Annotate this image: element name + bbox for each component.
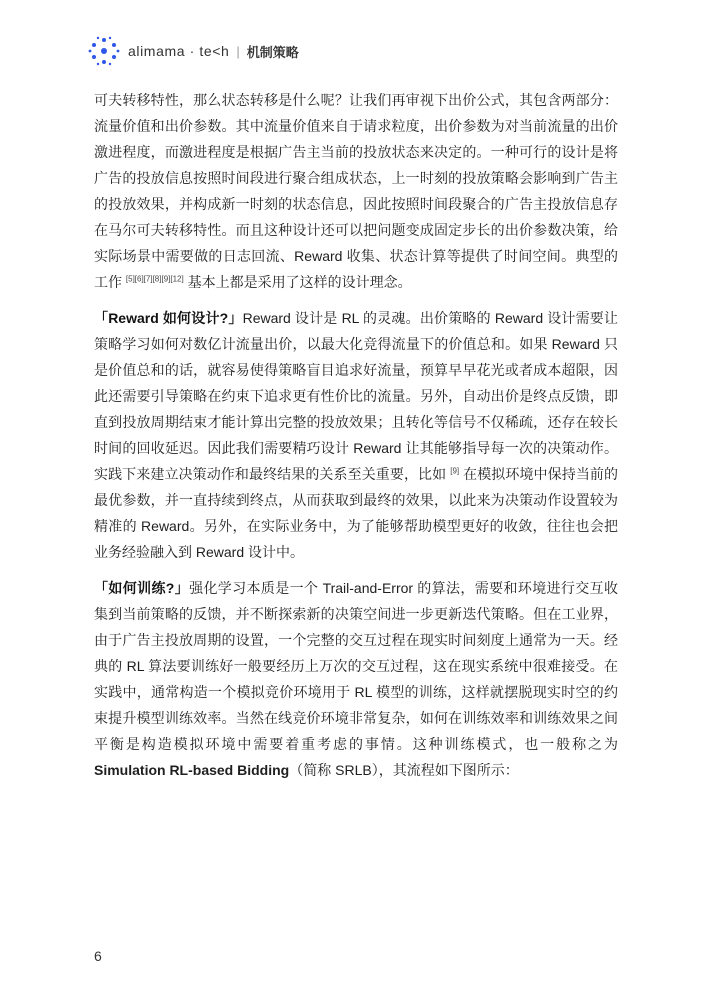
paragraph-training xyxy=(94,575,618,783)
paragraph-markov-state xyxy=(94,87,618,295)
paragraph-text: 强化学习本质是一个 Trail-and-Error 的算法，需要和环境进行交互收集到当前策略的反馈，并不断探索新的决策空间进一步更新迭代策略。但在工业界，由于广告主投放周期的设置，一个完整的交互过程在现实时间刻度上通常为一天。经典的 RL 算法要训练好一般要经历上万次的交互过程，这在现实系统中很难接受。在实践中，通常构造一个模拟竞价环境用于 RL 模型的训练，这样就摆脱现实时空的约束提升模型训练效率。当然在线竞价环境非常复杂，如何在训练效率和训练效果之间平衡是构造模拟环境中需要着重考虑的事情。这种训练模式，也一般称之为 xyxy=(94,580,618,752)
paragraph-text: （简称 SRLB），其流程如下图所示： xyxy=(289,762,519,778)
paragraph-text: 基本上都是采用了这样的设计理念。 xyxy=(183,274,412,290)
paragraph-heading: 「Reward 如何设计?」 xyxy=(94,310,243,326)
paragraph-text: Reward 设计是 RL 的灵魂。出价策略的 Reward 设计需要让策略学习如何对数亿计流量出价，以最大化竞得流量下的价值总和。如果 Reward 只是价值总和的话，就容易使得策略盲目追求好流量，预算早早花光或者成本超限，因此还需要引导策略在约束下追求更有性价比的流量。另外，自动出价是终点反馈，即直到投放周期结束才能计算出完整的投放效果；且转化等信号不仅稀疏，还存在较长时间的回收延迟。因此我们需要精巧设计 Reward 让其能够指导每一次的决策动作。实践下来建立决策动作和最终结果的关系至关重要，比如 xyxy=(94,310,618,482)
paragraph-text: 在模拟环境中保持当前的最优参数，并一直持续到终点，从而获取到最终的效果，以此来为决策动作设置较为精准的 Reward。另外，在实际业务中，为了能够帮助模型更好的收敛，往往也会把业务经验融入到 Reward 设计中。 xyxy=(94,466,618,560)
alimama-logo-icon xyxy=(88,36,120,66)
paragraph-reward-design xyxy=(94,305,618,565)
article-body xyxy=(94,87,618,793)
page-header xyxy=(88,38,299,64)
citation: [5][6][7][8][9][12] xyxy=(125,274,184,284)
paragraph-text: 可夫转移特性，那么状态转移是什么呢？让我们再审视下出价公式，其包含两部分：流量价值和出价参数。其中流量价值来自于请求粒度，出价参数为对当前流量的出价激进程度，而激进程度是根据广告主当前的投放状态来决定的。一种可行的设计是将广告的投放信息按照时间段进行聚合组成状态，上一时刻的投放策略会影响到广告主的投放效果，并构成新一时刻的状态信息，因此按照时间段聚合的广告主投放信息存在马尔可夫转移特性。而且这种设计还可以把问题变成固定步长的出价参数决策，给实际场景中需要做的日志回流、Reward 收集、状态计算等提供了时间空间。典型的工作 xyxy=(94,92,618,290)
brand-name: alimama · te<h xyxy=(128,43,230,59)
citation: [9] xyxy=(450,466,460,476)
header-separator: | xyxy=(236,43,240,59)
bold-term: Simulation RL-based Bidding xyxy=(94,762,290,778)
section-title: 机制策略 xyxy=(246,44,299,60)
paragraph-heading: 「如何训练?」 xyxy=(94,580,190,596)
page-number: 6 xyxy=(94,948,102,964)
